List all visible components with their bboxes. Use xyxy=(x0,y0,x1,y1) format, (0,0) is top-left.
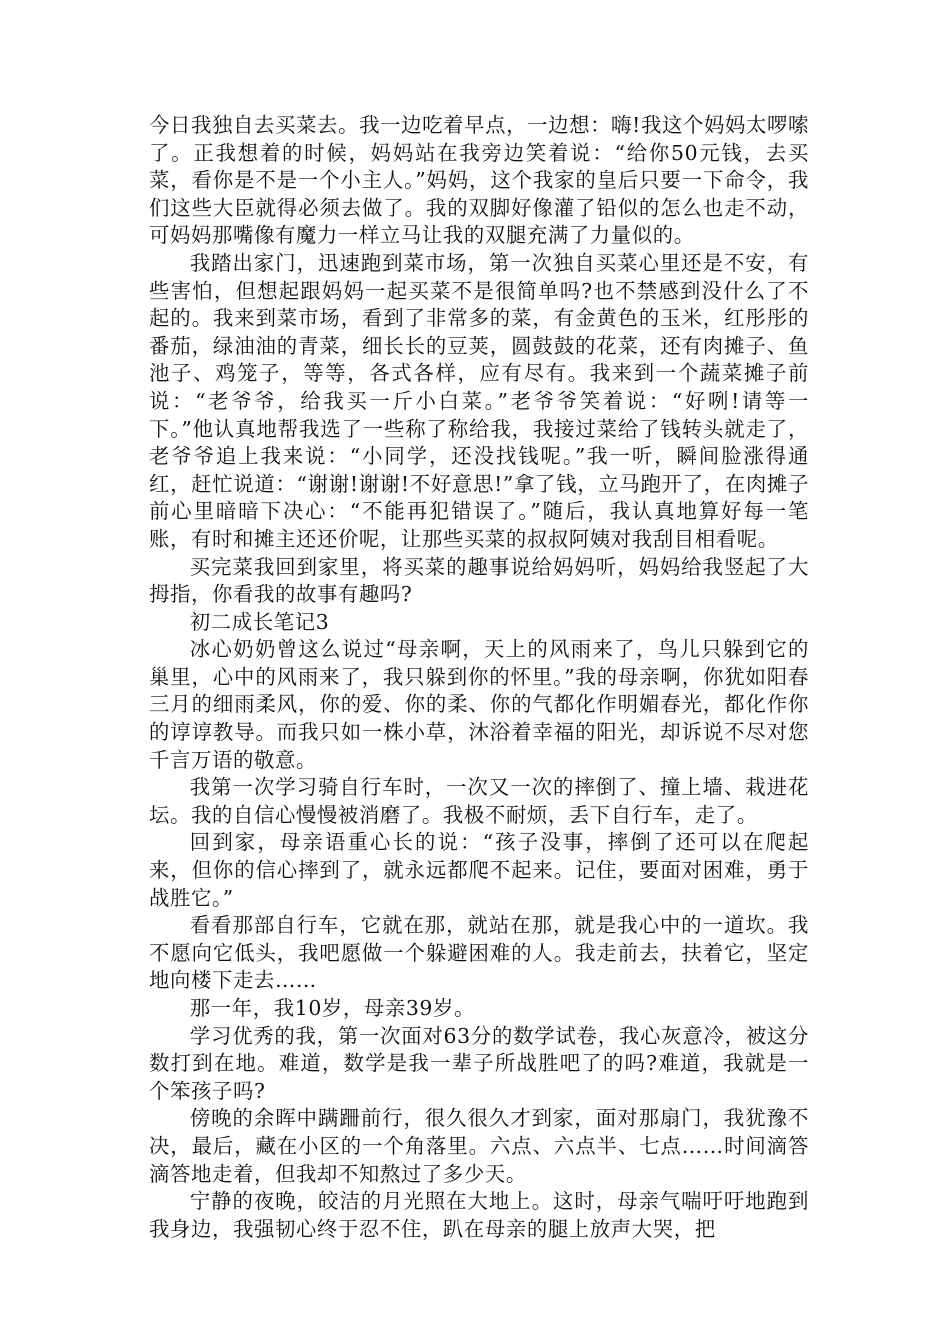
paragraph-learning-bicycle: 我第一次学习骑自行车时，一次又一次的摔倒了、撞上墙、栽进花坛。我的自信心慢慢被消磨了。我极不耐烦，丢下自行车，走了。 xyxy=(149,775,809,827)
paragraph-bicycle-resolve: 看看那部自行车，它就在那，就站在那，就是我心中的一道坎。我不愿向它低头，我吧愿做一个躲避困难的人。我走前去，扶着它，坚定地向楼下走去…… xyxy=(149,913,809,993)
paragraph-evening-hiding: 傍晚的余晖中蹒跚前行，很久很久才到家，面对那扇门，我犹豫不决，最后，藏在小区的一个角落里。六点、六点半、七点……时间滴答滴答地走着，但我却不知熬过了多少天。 xyxy=(149,1106,809,1186)
paragraph-buying-vegetables-intro: 今日我独自去买菜去。我一边吃着早点，一边想：嗨!我这个妈妈太啰嗦了。正我想着的时候，妈妈站在我旁边笑着说：“给你50元钱，去买菜，看你是不是一个小主人。”妈妈，这个我家的皇后只要一下命令，我们这些大臣就得必须去做了。我的双脚好像灌了铅似的怎么也走不动，可妈妈那嘴像有魔力一样立马让我的双腿充满了力量似的。 xyxy=(149,113,809,248)
paragraph-mother-advice: 回到家，母亲语重心长的说：“孩子没事，摔倒了还可以在爬起来，但你的信心摔到了，就永远都爬不起来。记住，要面对困难，勇于战胜它。” xyxy=(149,830,809,910)
paragraph-bingxin-quote: 冰心奶奶曾这么说过“母亲啊，天上的风雨来了，鸟儿只躲到它的巢里，心中的风雨来了，我只躲到你的怀里。”我的母亲啊，你犹如阳春三月的细雨柔风，你的爱、你的柔、你的气都化作明媚春光，都化作你的谆谆教导。而我只如一株小草，沐浴着幸福的阳光，却诉说不尽对您千言万语的敬意。 xyxy=(149,637,809,772)
paragraph-ages: 那一年，我10岁，母亲39岁。 xyxy=(189,996,475,1020)
section-heading: 初二成长笔记3 xyxy=(189,609,330,634)
paragraph-quiet-night: 宁静的夜晚，皎洁的月光照在大地上。这时，母亲气喘吁吁地跑到我身边，我强韧心终于忍不住，趴在母亲的腿上放声大哭，把 xyxy=(149,1189,809,1241)
paragraph-vegetable-market: 我踏出家门，迅速跑到菜市场，第一次独自买菜心里还是不安，有些害怕，但想起跟妈妈一起买菜不是很简单吗?也不禁感到没什么了不起的。我来到菜市场，看到了非常多的菜，有金黄色的玉米，红彤彤的番茄，绿油油的青菜，细长长的豆荚，圆鼓鼓的花菜，还有肉摊子、鱼池子、鸡笼子，等等，各式各样，应有尽有。我来到一个蔬菜摊子前说：“老爷爷，给我买一斤小白菜。”老爷爷笑着说：“好咧!请等一下。”他认真地帮我选了一些称了称给我，我接过菜给了钱转头就走了，老爷爷追上我来说：“小同学，还没找钱呢。”我一听，瞬间脸涨得通红，赶忙说道：“谢谢!谢谢!不好意思!”拿了钱，立马跑开了，在肉摊子前心里暗暗下决心：“不能再犯错误了。”随后，我认真地算好每一笔账，有时和摊主还还价呢，让那些买菜的叔叔阿姨对我刮目相看呢。 xyxy=(149,250,809,551)
document-page xyxy=(149,112,809,1243)
paragraph-back-home: 买完菜我回到家里，将买菜的趣事说给妈妈听，妈妈给我竖起了大拇指，你看我的故事有趣吗? xyxy=(149,554,809,607)
paragraph-math-test: 学习优秀的我，第一次面对63分的数学试卷，我心灰意冷，被这分数打到在地。难道，数学是我一辈子所战胜吧了的吗?难道，我就是一个笨孩子吗? xyxy=(149,1023,809,1103)
